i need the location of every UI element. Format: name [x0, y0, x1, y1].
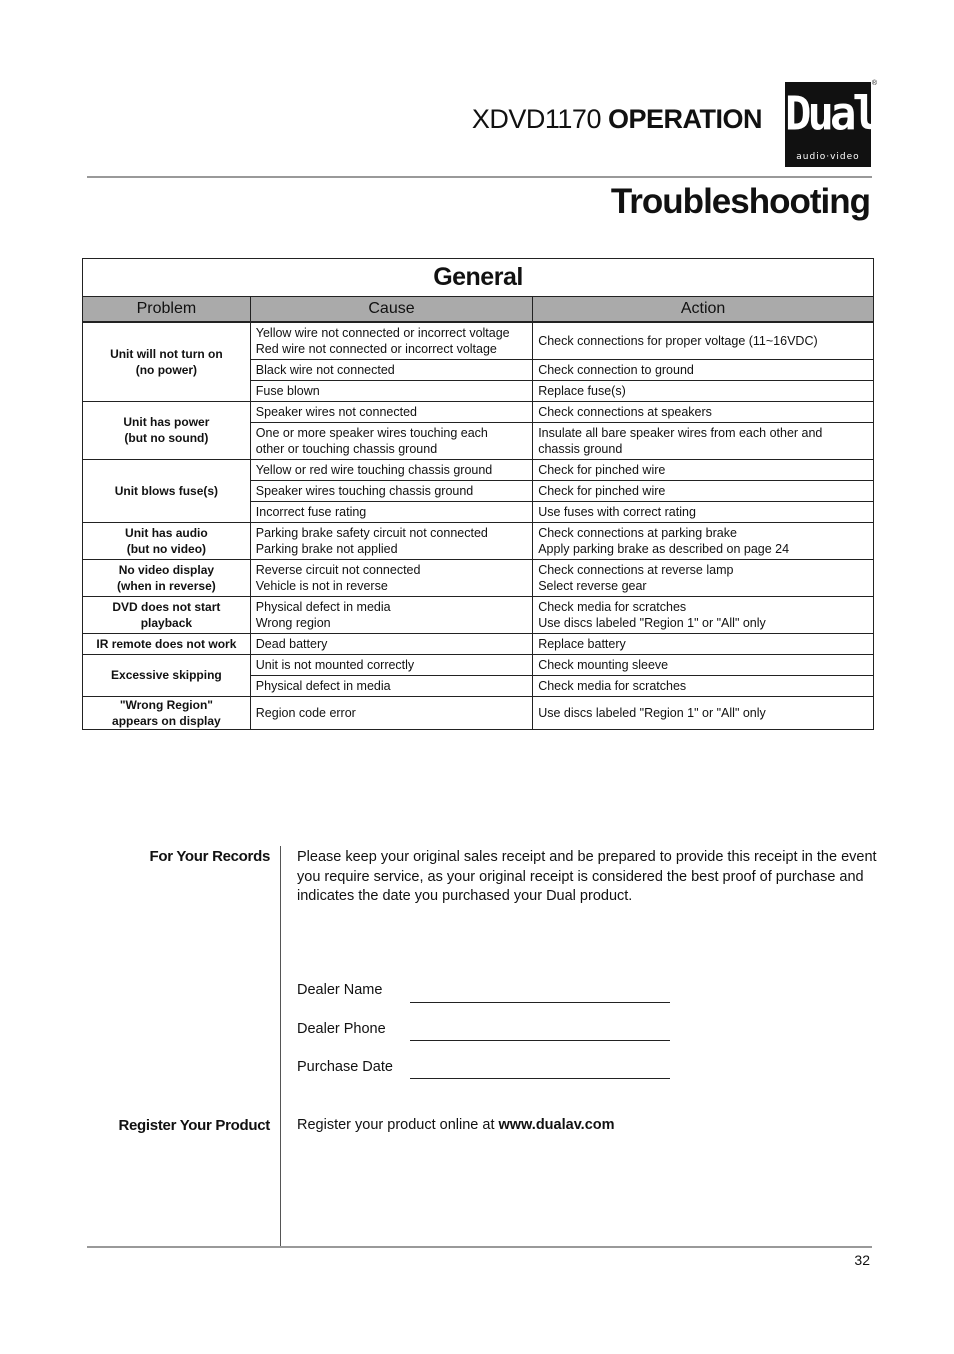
problem-line: DVD does not start	[112, 599, 221, 614]
action-cell	[533, 459, 874, 480]
action-cell	[533, 501, 874, 522]
table-row	[83, 401, 874, 422]
cause-line: Region code error	[255, 705, 356, 720]
action-line: chassis ground	[538, 441, 623, 456]
action-line: Apply parking brake as described on page 24	[538, 541, 790, 556]
column-header-action: Action	[533, 297, 874, 323]
cause-cell	[250, 596, 532, 633]
model-name: XDVD1170	[471, 104, 601, 134]
table-row	[83, 654, 874, 675]
problem-cell	[83, 522, 251, 559]
cause-line: Speaker wires touching chassis ground	[255, 483, 474, 498]
problem-line: Excessive skipping	[111, 668, 222, 682]
troubleshooting-table	[82, 258, 874, 730]
cause-line: Unit is not mounted correctly	[255, 657, 415, 672]
column-header-cause: Cause	[250, 297, 532, 323]
action-line: Check mounting sleeve	[538, 657, 669, 672]
action-line: Check connections for proper voltage (11~16VDC)	[538, 333, 818, 348]
action-line: Check connections at speakers	[538, 404, 712, 419]
action-line: Check media for scratches	[538, 599, 687, 614]
cause-line: other or touching chassis ground	[255, 441, 438, 456]
table-row	[83, 459, 874, 480]
register-text-body: Register your product online at	[297, 1117, 499, 1133]
action-cell	[533, 696, 874, 729]
problem-cell	[83, 596, 251, 633]
problem-line: IR remote does not work	[96, 636, 237, 651]
cause-cell	[250, 501, 532, 522]
action-cell	[533, 401, 874, 422]
action-line: Replace battery	[538, 636, 626, 651]
cause-cell	[250, 401, 532, 422]
cause-line: Vehicle is not in reverse	[255, 578, 388, 593]
cause-line: Yellow wire not connected or incorrect voltage	[255, 325, 510, 340]
problem-cell	[83, 633, 251, 654]
action-line: Select reverse gear	[538, 578, 647, 593]
cause-line: Black wire not connected	[255, 362, 395, 377]
cause-cell	[250, 322, 532, 359]
cause-line: Yellow or red wire touching chassis ground	[255, 462, 493, 477]
problem-line: "Wrong Region"	[119, 697, 213, 712]
action-cell	[533, 359, 874, 380]
cause-line: Dead battery	[255, 636, 328, 651]
problem-line: (but no sound)	[124, 431, 209, 445]
action-line: Check connection to ground	[538, 362, 694, 377]
cause-line: Reverse circuit not connected	[255, 562, 421, 577]
table-row	[83, 696, 874, 729]
action-cell	[533, 380, 874, 401]
problem-line: Unit will not turn on	[110, 346, 223, 361]
cause-cell	[250, 459, 532, 480]
problem-cell	[83, 654, 251, 696]
action-cell	[533, 480, 874, 501]
cause-cell	[250, 675, 532, 696]
problem-line: Unit blows fuse(s)	[114, 483, 219, 498]
action-line: Check media for scratches	[538, 678, 687, 693]
cause-cell	[250, 654, 532, 675]
records-divider	[280, 846, 281, 1248]
cause-line: Physical defect in media	[255, 599, 391, 614]
cause-line: Parking brake safety circuit not connected	[255, 525, 488, 540]
action-cell	[533, 522, 874, 559]
action-cell	[533, 633, 874, 654]
cause-cell	[250, 422, 532, 459]
table-row	[83, 322, 874, 359]
problem-line: (but no video)	[126, 541, 207, 556]
table-row	[83, 596, 874, 633]
problem-line: Unit has power	[123, 415, 210, 429]
dual-logo	[785, 80, 877, 167]
purchase-date-label: Purchase Date	[297, 1059, 393, 1075]
logo-registered-mark: ®	[871, 80, 877, 87]
problem-line: Unit has audio	[125, 525, 208, 540]
action-cell	[533, 654, 874, 675]
action-line: Insulate all bare speaker wires from each other and	[538, 425, 823, 440]
logo-subtitle: audio·video	[796, 152, 860, 162]
cause-cell	[250, 633, 532, 654]
header-title	[472, 104, 762, 135]
problem-line: No video display	[118, 562, 215, 577]
footer-divider	[87, 1246, 872, 1248]
problem-cell	[83, 322, 251, 401]
action-line: Check for pinched wire	[538, 462, 666, 477]
action-line: Replace fuse(s)	[538, 383, 626, 398]
purchase-date-line[interactable]	[410, 1078, 670, 1079]
dealer-name-label: Dealer Name	[297, 982, 383, 998]
cause-cell	[250, 696, 532, 729]
cause-line: Fuse blown	[255, 383, 320, 398]
header-divider	[87, 176, 872, 178]
problem-cell	[83, 459, 251, 522]
dealer-phone-line[interactable]	[410, 1040, 670, 1041]
cause-line: Incorrect fuse rating	[255, 504, 367, 519]
logo-word: Dual	[785, 87, 875, 142]
column-header-problem: Problem	[83, 297, 251, 323]
table-row	[83, 633, 874, 654]
cause-line: One or more speaker wires touching each	[255, 425, 488, 440]
table-row	[83, 559, 874, 596]
cause-line: Physical defect in media	[255, 678, 391, 693]
action-line: Check for pinched wire	[538, 483, 666, 498]
operation-label: OPERATION	[607, 104, 762, 134]
page-title: Troubleshooting	[610, 182, 870, 221]
records-label: For Your Records	[149, 848, 270, 865]
register-label: Register Your Product	[118, 1117, 270, 1134]
problem-line: (no power)	[135, 362, 198, 377]
action-cell	[533, 596, 874, 633]
cause-line: Red wire not connected or incorrect voltage	[255, 341, 497, 356]
action-cell	[533, 322, 874, 359]
action-line: Check connections at parking brake	[538, 525, 737, 540]
action-cell	[533, 559, 874, 596]
problem-cell	[83, 401, 251, 459]
action-cell	[533, 422, 874, 459]
problem-cell	[83, 559, 251, 596]
table-row	[83, 522, 874, 559]
cause-line: Wrong region	[255, 615, 331, 630]
problem-cell	[83, 696, 251, 729]
problem-line: playback	[140, 615, 193, 630]
cause-cell	[250, 480, 532, 501]
action-line: Use fuses with correct rating	[538, 504, 696, 519]
cause-line: Parking brake not applied	[255, 541, 398, 556]
page-number: 32	[854, 1252, 870, 1268]
dealer-phone-label: Dealer Phone	[297, 1021, 386, 1037]
action-line: Use discs labeled "Region 1" or "All" only	[538, 705, 766, 720]
action-line: Check connections at reverse lamp	[538, 562, 734, 577]
problem-line: appears on display	[112, 713, 221, 728]
cause-line: Speaker wires not connected	[255, 404, 417, 419]
cause-cell	[250, 522, 532, 559]
dealer-name-line[interactable]	[410, 1002, 670, 1003]
table-body	[83, 322, 874, 729]
register-url-link[interactable]: www.dualav.com	[498, 1117, 615, 1133]
action-cell	[533, 675, 874, 696]
cause-cell	[250, 559, 532, 596]
records-text: Please keep your original sales receipt and be prepared to provide this receipt in the event you require service, as your original receipt is considered the best proof of purchase and indicates the date you purchased your Dual product.	[297, 849, 877, 904]
action-line: Use discs labeled "Region 1" or "All" only	[538, 615, 766, 630]
problem-line: (when in reverse)	[117, 578, 216, 593]
cause-cell	[250, 380, 532, 401]
cause-cell	[250, 359, 532, 380]
register-text	[297, 1117, 615, 1133]
section-title: General	[83, 259, 874, 297]
